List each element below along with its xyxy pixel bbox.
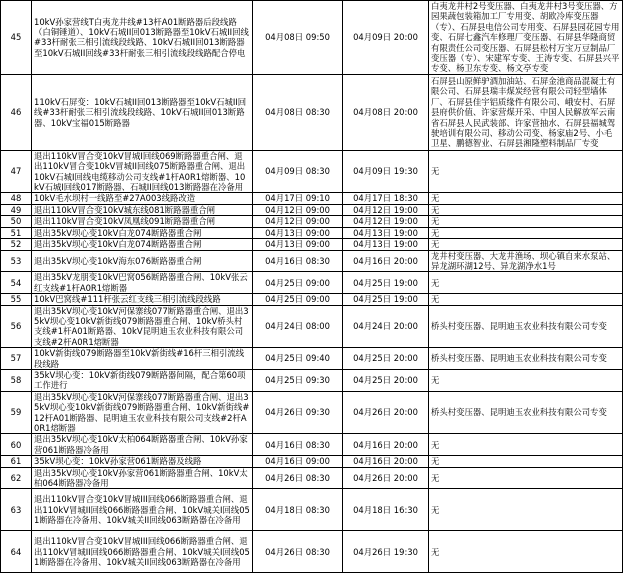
end-time-cell: 04月17日 18:30 bbox=[343, 193, 429, 204]
row-number-cell: 63 bbox=[1, 489, 32, 531]
affected-area-cell: 无 bbox=[429, 489, 623, 531]
start-time-cell: 04月16日 09:00 bbox=[253, 456, 343, 467]
row-number-cell: 53 bbox=[1, 250, 32, 272]
start-time-cell: 04月18日 08:30 bbox=[253, 489, 343, 531]
affected-area-cell: 无 bbox=[429, 531, 623, 573]
affected-area-cell: 无 bbox=[429, 467, 623, 489]
equipment-scope-cell: 退出35kV坝心变10kV白龙074断路器重合闸 bbox=[32, 227, 253, 238]
affected-area-cell: 无 bbox=[429, 294, 623, 305]
start-time-cell: 04月25日 09:40 bbox=[253, 348, 343, 370]
affected-area-cell: 桥头村变压器、昆明迪玉农业科技有限公司专变 bbox=[429, 391, 623, 434]
equipment-scope-cell: 退出35kV坝心变10kV孙家营061断路器重合闸、10kV太柏064断路器冷备用 bbox=[32, 467, 253, 489]
affected-area-cell: 无 bbox=[429, 227, 623, 238]
equipment-scope-cell: 退出35kV坝心变10kV海东076断路器重合闸 bbox=[32, 250, 253, 272]
end-time-cell: 04月26日 20:00 bbox=[343, 467, 429, 489]
affected-area-cell: 无 bbox=[429, 369, 623, 391]
end-time-cell: 04月26日 20:00 bbox=[343, 391, 429, 434]
affected-area-cell: 桥头村变压器、昆明迪玉农业科技有限公司专变 bbox=[429, 305, 623, 348]
equipment-scope-cell: 退出110kV冒合变10kV冒城I回线069断路器重合闸、退出110kV冒合变10kV冒城II回线075断路器重合闸、退出10kV石城I回线电缆移动公司支线#1杆A0R1熔断器、10kV石城I回线017断路器、石城II回线013断路器在冷备用 bbox=[32, 150, 253, 193]
row-number-cell: 62 bbox=[1, 467, 32, 489]
equipment-scope-cell: 退出110kV冒合变10kV冒城III回线066断路器重合闸、退出110kV冒城II回线066断路器重合闸、10kV城关I回线051断路器在冷备用、10kV城关II回线063断路器在冷备用 bbox=[32, 531, 253, 573]
row-number-cell: 61 bbox=[1, 456, 32, 467]
row-number-cell: 47 bbox=[1, 150, 32, 193]
row-number-cell: 50 bbox=[1, 216, 32, 227]
row-number-cell: 52 bbox=[1, 239, 32, 250]
equipment-scope-cell: 退出35kV龙朋变10kV巴窝056断路器重合闸、10kV张云红支线#1杆A0R1熔断器 bbox=[32, 272, 253, 294]
affected-area-cell: 无 bbox=[429, 193, 623, 204]
row-number-cell: 60 bbox=[1, 434, 32, 456]
row-number-cell: 51 bbox=[1, 227, 32, 238]
start-time-cell: 04月12日 09:00 bbox=[253, 216, 343, 227]
table-row bbox=[1, 391, 623, 434]
affected-area-cell: 龙井村变压器、大龙井渔场、坝心镇自来水泵站、异龙湖环湖12号、异龙湖净水1号 bbox=[429, 250, 623, 272]
equipment-scope-cell: 35kV坝心变：10kV孙家营061断路器及线路 bbox=[32, 456, 253, 467]
end-time-cell: 04月24日 20:00 bbox=[343, 305, 429, 348]
row-number-cell: 46 bbox=[1, 74, 32, 150]
end-time-cell: 04月26日 19:30 bbox=[343, 531, 429, 573]
end-time-cell: 04月25日 19:00 bbox=[343, 272, 429, 294]
end-time-cell: 04月13日 19:00 bbox=[343, 227, 429, 238]
row-number-cell: 58 bbox=[1, 369, 32, 391]
end-time-cell: 04月16日 20:00 bbox=[343, 250, 429, 272]
table-row bbox=[1, 305, 623, 348]
equipment-scope-cell: 退出110kV冒合变10kV城东线081断路器重合闸 bbox=[32, 204, 253, 215]
end-time-cell: 04月12日 19:00 bbox=[343, 216, 429, 227]
end-time-cell: 04月09日 20:00 bbox=[343, 1, 429, 75]
table-row bbox=[1, 227, 623, 238]
equipment-scope-cell: 10kV毛水坝村一线路至#27A003线路改造 bbox=[32, 193, 253, 204]
affected-area-cell: 无 bbox=[429, 150, 623, 193]
start-time-cell: 04月13日 09:00 bbox=[253, 239, 343, 250]
equipment-scope-cell: 退出35kV坝心变10kV白龙074断路器重合闸 bbox=[32, 239, 253, 250]
equipment-scope-cell: 退出110kV冒合变10kV冒城III回线066断路器重合闸、退出110kV冒城II回线066断路器重合闸、10kV城关I回线051断路器在冷备用、10kV城关II回线063断路器在冷备用 bbox=[32, 489, 253, 531]
affected-area-cell: 无 bbox=[429, 456, 623, 467]
affected-area-cell: 桥头村变压器、昆明迪玉农业科技有限公司专变 bbox=[429, 348, 623, 370]
start-time-cell: 04月16日 08:30 bbox=[253, 434, 343, 456]
affected-area-cell: 石屏县山原鲜驴酒加油站、石屏金池商品混凝土有限公司、石屏县瑞丰煤炭经营有限公司轻型墙体厂、石屏县佳宇铝质缘件有限公司、峨安村、石屏县府供价值、许家营煤开采、中国人民解放军云南省石屏县人民武装部、许家营抽水、石屏县福城驾驶培训有限公司、移动公司变、杨家庙2号、小毛卫星、鹏德智业、石屏县湘隆塑料制品厂专变 bbox=[429, 74, 623, 150]
table-row bbox=[1, 150, 623, 193]
table-row bbox=[1, 74, 623, 150]
affected-area-cell: 无 bbox=[429, 434, 623, 456]
end-time-cell: 04月18日 16:30 bbox=[343, 489, 429, 531]
table-row bbox=[1, 294, 623, 305]
end-time-cell: 04月25日 19:00 bbox=[343, 294, 429, 305]
row-number-cell: 59 bbox=[1, 391, 32, 434]
row-number-cell: 48 bbox=[1, 193, 32, 204]
end-time-cell: 04月13日 19:00 bbox=[343, 239, 429, 250]
table-row bbox=[1, 489, 623, 531]
affected-area-cell: 无 bbox=[429, 204, 623, 215]
equipment-scope-cell: 退出35kV坝心变10kV太柏064断路器重合闸、10kV孙家营061断路器冷备用 bbox=[32, 434, 253, 456]
start-time-cell: 04月26日 08:30 bbox=[253, 531, 343, 573]
start-time-cell: 04月17日 09:10 bbox=[253, 193, 343, 204]
table-row bbox=[1, 1, 623, 75]
start-time-cell: 04月25日 09:30 bbox=[253, 369, 343, 391]
start-time-cell: 04月25日 09:00 bbox=[253, 272, 343, 294]
equipment-scope-cell: 35kV坝心变：10kV新街线079断路器间隔，配合第60项工作进行 bbox=[32, 369, 253, 391]
table-row bbox=[1, 216, 623, 227]
end-time-cell: 04月09日 19:30 bbox=[343, 150, 429, 193]
row-number-cell: 64 bbox=[1, 531, 32, 573]
row-number-cell: 45 bbox=[1, 1, 32, 75]
row-number-cell: 55 bbox=[1, 294, 32, 305]
equipment-scope-cell: 10kV新街线079断路器至10kV新街线#16杆三相引流线段线路 bbox=[32, 348, 253, 370]
equipment-scope-cell: 退出35kV坝心变10kV河保寨线077断路器重合闸、退出35kV坝心变10kV新街线079断路器重合闸、10kV新街线#12杆A01断路器、昆明迪玉农业科技有限公司支线#2杆A0R1熔断器 bbox=[32, 391, 253, 434]
row-number-cell: 56 bbox=[1, 305, 32, 348]
start-time-cell: 04月13日 09:00 bbox=[253, 227, 343, 238]
start-time-cell: 04月24日 08:00 bbox=[253, 305, 343, 348]
start-time-cell: 04月26日 08:30 bbox=[253, 467, 343, 489]
start-time-cell: 04月12日 09:00 bbox=[253, 204, 343, 215]
start-time-cell: 04月09日 08:30 bbox=[253, 150, 343, 193]
affected-area-cell: 无 bbox=[429, 216, 623, 227]
start-time-cell: 04月26日 09:30 bbox=[253, 391, 343, 434]
start-time-cell: 04月25日 09:00 bbox=[253, 294, 343, 305]
start-time-cell: 04月08日 08:30 bbox=[253, 74, 343, 150]
table-row bbox=[1, 531, 623, 573]
end-time-cell: 04月25日 20:00 bbox=[343, 369, 429, 391]
end-time-cell: 04月25日 20:00 bbox=[343, 348, 429, 370]
end-time-cell: 04月08日 20:00 bbox=[343, 74, 429, 150]
table-row bbox=[1, 456, 623, 467]
equipment-scope-cell: 10kV巴窝线#111杆张云红支线三相引流线段线路 bbox=[32, 294, 253, 305]
end-time-cell: 04月16日 20:00 bbox=[343, 456, 429, 467]
table-row bbox=[1, 369, 623, 391]
affected-area-cell: 白夷龙井村2号变压器、白夷龙井村3号变压器、方园果蔬包装箱加工厂专用变、胡欧冷库变压器（专）、石屏县电信公司专用变、石屏县园花园专用变、石屏七鑫汽车修理厂变压器、石屏县华隆商贸有限责任公司变压器、石屏县松村万宝万豆制品厂变压器（专）、宋建军专变、王涛专变、石屏县兴平专变、杨卫东专变、杨文亭专变 bbox=[429, 1, 623, 75]
table-row bbox=[1, 467, 623, 489]
table-row bbox=[1, 239, 623, 250]
start-time-cell: 04月08日 09:50 bbox=[253, 1, 343, 75]
end-time-cell: 04月16日 20:00 bbox=[343, 434, 429, 456]
row-number-cell: 57 bbox=[1, 348, 32, 370]
equipment-scope-cell: 10kV孙家营线T白夷龙井线#13杆A01断路器后段线路（白铜锤道）、10kV石城II回013断路器至10kV石城II回线#33杆耐张三相引流线段线路、10kV石城II回013断路器至10kV石城II回线#33杆耐张三相引流线段线路配合停电 bbox=[32, 1, 253, 75]
table-row bbox=[1, 250, 623, 272]
start-time-cell: 04月16日 08:30 bbox=[253, 250, 343, 272]
row-number-cell: 54 bbox=[1, 272, 32, 294]
equipment-scope-cell: 退出110kV冒合变10kV凤凰线091断路器重合闸 bbox=[32, 216, 253, 227]
table-row bbox=[1, 193, 623, 204]
table-row bbox=[1, 434, 623, 456]
affected-area-cell: 无 bbox=[429, 272, 623, 294]
table-row bbox=[1, 348, 623, 370]
affected-area-cell: 无 bbox=[429, 239, 623, 250]
equipment-scope-cell: 110kV石屏变：10kV石城II回013断路器至10kV石城II回线#33杆耐张三相引流线段线路、10kV石城II回013断路器、10kV宝福015断路器 bbox=[32, 74, 253, 150]
table-row bbox=[1, 204, 623, 215]
table-row bbox=[1, 272, 623, 294]
end-time-cell: 04月12日 19:00 bbox=[343, 204, 429, 215]
equipment-scope-cell: 退出35kV坝心变10kV河保寨线077断路器重合闸、退出35kV坝心变10kV新街线079断路器重合闸、10kV桥头村支线#1杆A01断路器、10kV昆明迪玉农业科技有限公司支线#2杆A0R1熔断器 bbox=[32, 305, 253, 348]
row-number-cell: 49 bbox=[1, 204, 32, 215]
